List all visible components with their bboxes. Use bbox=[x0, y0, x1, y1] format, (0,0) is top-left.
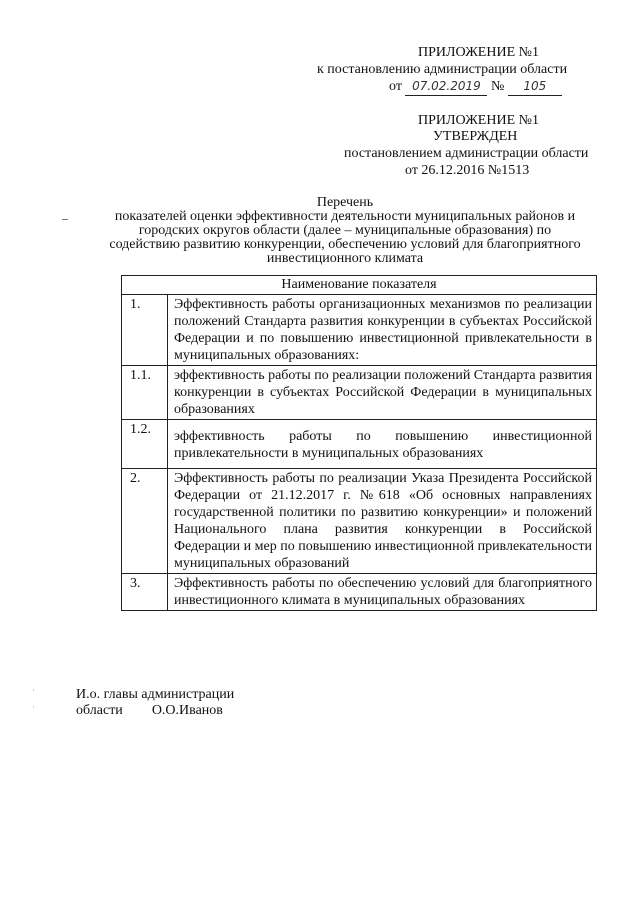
table-row bbox=[122, 366, 597, 420]
appendix-heading-2: ПРИЛОЖЕНИЕ №1 bbox=[418, 113, 539, 128]
document-title: Перечень bbox=[316, 195, 374, 210]
margin-mark bbox=[62, 219, 68, 220]
row-text: Эффективность работы по обеспечению условий для благоприятного инвестиционного климата в муниципальных образованиях bbox=[168, 574, 597, 611]
table-row bbox=[122, 469, 597, 574]
table-header-row bbox=[122, 276, 597, 295]
table-row bbox=[122, 295, 597, 366]
row-text: эффективность работы по повышению инвестиционной привлекательности в муниципальных образованиях bbox=[168, 420, 597, 469]
approved-date-line: от 26.12.2016 №1513 bbox=[405, 163, 530, 178]
title-line-2: показателей оценки эффективности деятельности муниципальных районов и bbox=[114, 209, 576, 224]
indicators-table bbox=[121, 275, 597, 611]
row-number: 1.1. bbox=[122, 366, 168, 420]
title-line-5: инвестиционного климата bbox=[266, 251, 424, 266]
scan-mark: · bbox=[32, 685, 35, 695]
row-number: 1.2. bbox=[122, 420, 168, 469]
row-number: 1. bbox=[122, 295, 168, 366]
resolution-reference: к постановлению администрации области bbox=[317, 62, 568, 77]
handwritten-number: 105 bbox=[508, 78, 562, 96]
signature-line bbox=[76, 703, 223, 719]
number-prefix: № bbox=[490, 79, 505, 94]
row-text: эффективность работы по реализации положений Стандарта развития конкуренции в субъектах Российской Федерации в муниципальных образованиях bbox=[168, 366, 597, 420]
signatory-name: О.О.Иванов bbox=[151, 703, 223, 718]
row-text: Эффективность работы по реализации Указа Президента Российской Федерации от 21.12.2017 г. №618 «Об основных направлениях государственной политики по развитию конкуренции» и положений Национального плана развития конкуренции в Российской Федерации и мер по повышению инвестиционной привлекательности муниципальных образований bbox=[168, 469, 597, 574]
handwritten-date: 07.02.2019 bbox=[405, 78, 487, 96]
row-number: 3. bbox=[122, 574, 168, 611]
row-text: Эффективность работы организационных механизмов по реализации положений Стандарта развития конкуренции в субъектах Российской Федерации и по повышению инвестиционной привлекательности в муниципальных образованиях: bbox=[168, 295, 597, 366]
table-row bbox=[122, 420, 597, 469]
from-prefix: от bbox=[389, 79, 402, 94]
approved-by: постановлением администрации области bbox=[344, 146, 589, 161]
approved-label: УТВЕРЖДЕН bbox=[433, 129, 518, 144]
table-row bbox=[122, 574, 597, 611]
title-line-3: городских округов области (далее – муниципальные образования) по bbox=[138, 223, 552, 238]
scan-mark: · bbox=[32, 702, 35, 712]
appendix-heading: ПРИЛОЖЕНИЕ №1 bbox=[418, 45, 539, 60]
signature-title: И.о. главы администрации bbox=[76, 687, 235, 702]
table-header: Наименование показателя bbox=[122, 276, 597, 295]
title-line-4: содействию развитию конкуренции, обеспечению условий для благоприятного bbox=[109, 237, 581, 252]
row-number: 2. bbox=[122, 469, 168, 574]
signature-region: области bbox=[76, 703, 123, 718]
resolution-date-line bbox=[389, 78, 562, 96]
